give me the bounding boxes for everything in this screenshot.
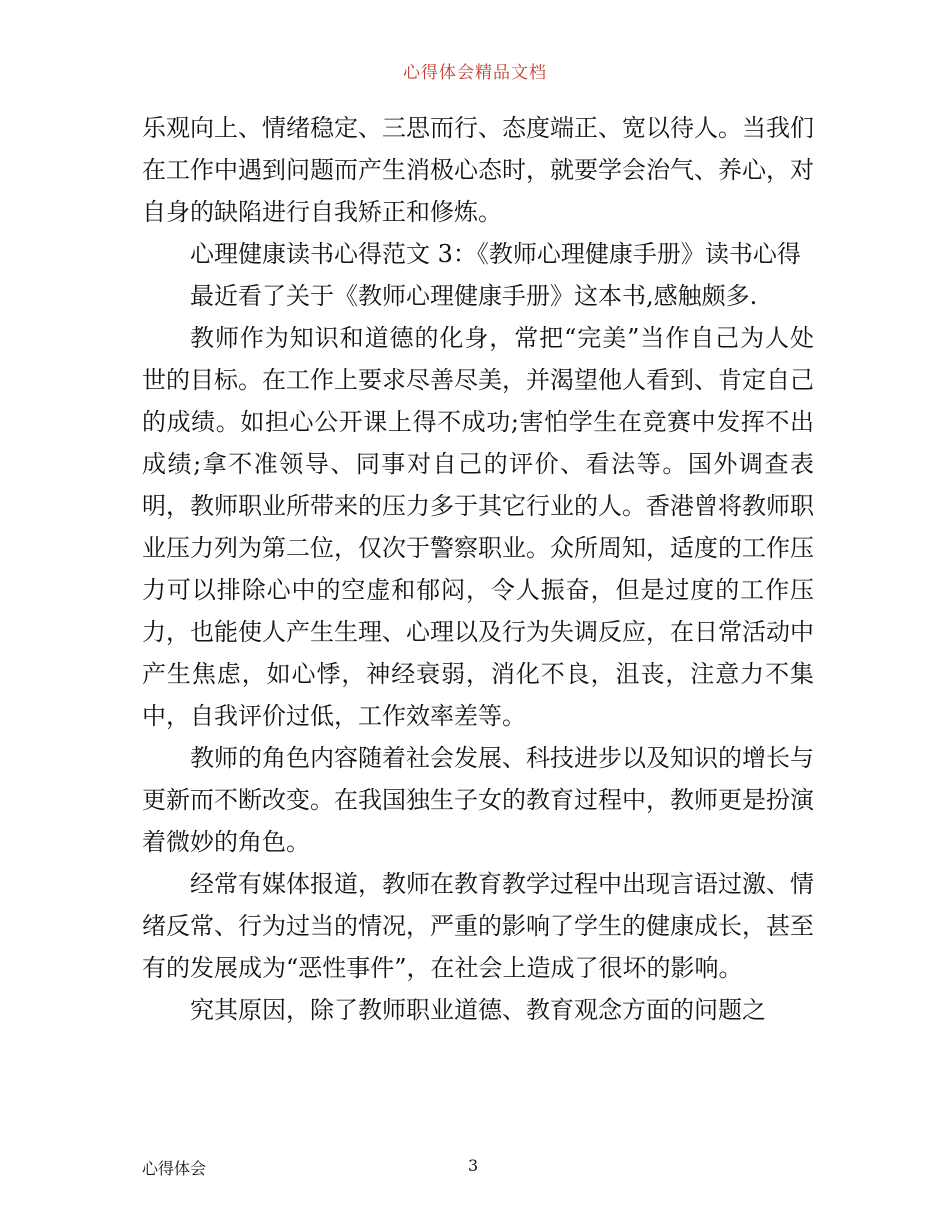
footer-label: 心得体会 [142, 1159, 207, 1178]
page-header-title: 心得体会精品文档 [403, 63, 547, 83]
paragraph-3: 最近看了关于《教师心理健康手册》这本书,感触颇多. [190, 282, 758, 310]
paragraph-7: 究其原因，除了教师职业道德、教育观念方面的问题之 [190, 996, 766, 1024]
paragraph-1: 乐观向上、情绪稳定、三思而行、态度端正、宽以待人。当我们在工作中遇到问题而产生消极心态时，就要学会治气、养心，对自身的缺陷进行自我矫正和修炼。 [142, 114, 814, 226]
page-number: 3 [468, 1156, 479, 1175]
paragraph-5: 教师的角色内容随着社会发展、科技进步以及知识的增长与更新而不断改变。在我国独生子女的教育过程中，教师更是扮演着微妙的角色。 [142, 744, 814, 856]
paragraph-2: 心理健康读书心得范文 3：《教师心理健康手册》读书心得 [190, 240, 801, 268]
document-body [142, 107, 814, 1031]
paragraph-4: 教师作为知识和道德的化身，常把“完美”当作自己为人处世的目标。在工作上要求尽善尽美，并渴望他人看到、肯定自己的成绩。如担心公开课上得不成功;害怕学生在竞赛中发挥不出成绩;拿不准领导、同事对自己的评价、看法等。国外调查表明，教师职业所带来的压力多于其它行业的人。香港曾将教师职业压力列为第二位，仅次于警察职业。众所周知，适度的工作压力可以排除心中的空虚和郁闷，令人振奋，但是过度的工作压力，也能使人产生生理、心理以及行为失调反应，在日常活动中产生焦虑，如心悸，神经衰弱，消化不良，沮丧，注意力不集中，自我评价过低，工作效率差等。 [142, 324, 814, 730]
paragraph-6: 经常有媒体报道，教师在教育教学过程中出现言语过激、情绪反常、行为过当的情况，严重的影响了学生的健康成长，甚至有的发展成为“恶性事件”，在社会上造成了很坏的影响。 [142, 870, 814, 982]
